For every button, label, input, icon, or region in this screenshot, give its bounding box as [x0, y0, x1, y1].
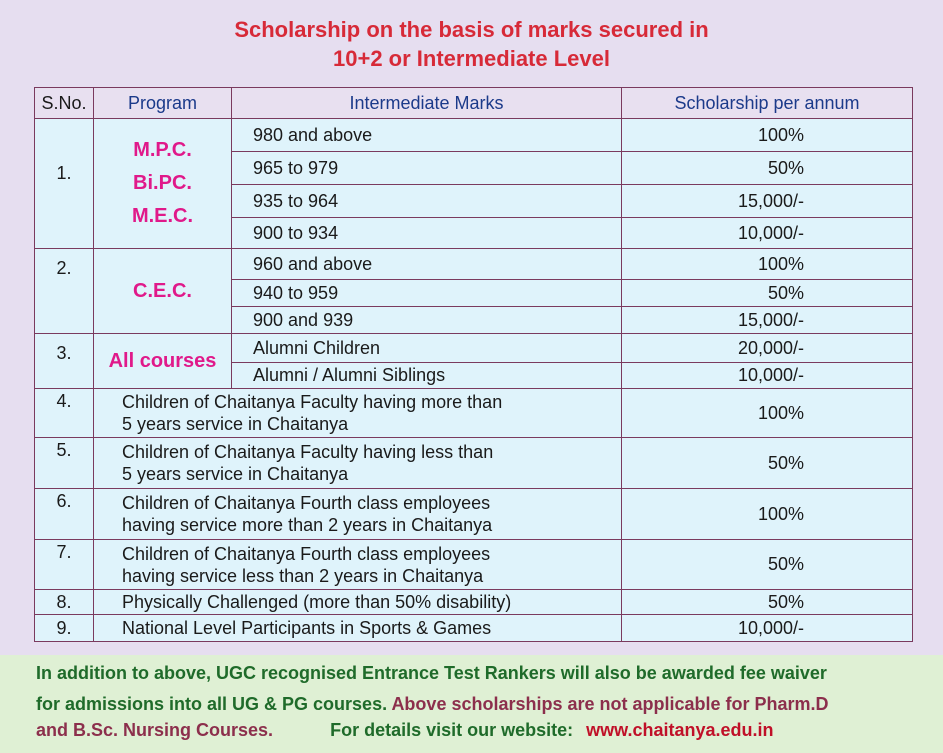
table-row: [35, 489, 913, 540]
sno-cell: 4.: [35, 389, 94, 438]
footer-exclusion-note-end: and B.Sc. Nursing Courses.: [36, 720, 274, 740]
table-row: [35, 438, 913, 489]
scholarship-cell: 20,000/-: [622, 334, 913, 363]
scholarship-table: [34, 87, 913, 642]
scholarship-cell: 10,000/-: [622, 218, 913, 249]
marks-cell: 935 to 964: [232, 185, 622, 218]
header-sno: S.No.: [35, 88, 94, 119]
description-line: Children of Chaitanya Fourth class employees: [122, 543, 491, 564]
description-line: 5 years service in Chaitanya: [122, 414, 349, 434]
table-row: [35, 334, 913, 363]
scholarship-cell: 100%: [622, 119, 913, 152]
marks-cell: 965 to 979: [232, 152, 622, 185]
scholarship-cell: 15,000/-: [622, 185, 913, 218]
marks-cell: Alumni Children: [232, 334, 622, 363]
sno-cell: 3.: [35, 334, 94, 389]
scholarship-cell: 100%: [622, 489, 913, 540]
program-name: M.E.C.: [131, 205, 194, 227]
header-scholarship: Scholarship per annum: [622, 88, 913, 119]
description-line: Children of Chaitanya Faculty having more than: [122, 392, 503, 412]
sno-cell: 8.: [35, 590, 94, 615]
sno-cell: 7.: [35, 540, 94, 590]
footer-line1: In addition to above, UGC recognised Entrance Test Rankers will also be awarded fee waiver: [36, 663, 827, 683]
sno-text: 1.: [56, 163, 72, 183]
footer-details-text: For details visit our website:: [330, 720, 574, 740]
marks-cell: Alumni / Alumni Siblings: [232, 363, 622, 389]
table-row: [35, 249, 913, 280]
description-line: having service more than 2 years in Chaitanya: [122, 515, 493, 535]
footer-notice: [0, 655, 943, 753]
table-header-row: [35, 88, 913, 119]
description-line: 5 years service in Chaitanya: [122, 464, 349, 484]
description-line: Children of Chaitanya Fourth class employees: [122, 493, 491, 513]
marks-cell: 900 and 939: [232, 307, 622, 334]
program-cell: [94, 119, 232, 249]
website-link[interactable]: www.chaitanya.edu.in: [586, 720, 774, 740]
scholarship-cell: 50%: [622, 540, 913, 590]
description-cell: [94, 489, 622, 540]
sno-cell: 5.: [35, 438, 94, 489]
description-line: Children of Chaitanya Faculty having less than: [122, 442, 494, 462]
scholarship-cell: 50%: [622, 438, 913, 489]
table-row: [35, 590, 913, 615]
scholarship-cell: 100%: [622, 249, 913, 280]
sno-cell: [35, 119, 94, 249]
description-cell: [94, 438, 622, 489]
marks-cell: 960 and above: [232, 249, 622, 280]
marks-cell: 940 to 959: [232, 280, 622, 307]
page-title-line2: 10+2 or Intermediate Level: [333, 46, 610, 71]
table-row: [35, 540, 913, 590]
description-cell: National Level Participants in Sports & Games: [94, 615, 622, 642]
program-name: M.P.C.: [133, 139, 192, 161]
scholarship-cell: 10,000/-: [622, 363, 913, 389]
scholarship-cell: 10,000/-: [622, 615, 913, 642]
footer-line3: [36, 717, 774, 743]
sno-cell: 2.: [35, 249, 94, 334]
footer-line2: [36, 691, 829, 717]
description-cell: Physically Challenged (more than 50% disability): [94, 590, 622, 615]
sno-cell: 6.: [35, 489, 94, 540]
scholarship-cell: 50%: [622, 152, 913, 185]
footer-exclusion-note: Above scholarships are not applicable for Pharm.D: [391, 694, 829, 714]
marks-cell: 980 and above: [232, 119, 622, 152]
scholarship-cell: 50%: [622, 590, 913, 615]
table-row: [35, 119, 913, 152]
program-cell: All courses: [94, 334, 232, 389]
sno-cell: 9.: [35, 615, 94, 642]
description-line: having service less than 2 years in Chaitanya: [122, 565, 484, 586]
scholarship-cell: 100%: [622, 389, 913, 438]
page-title-line1: Scholarship on the basis of marks secured in: [234, 17, 709, 42]
footer-line2-text: for admissions into all UG & PG courses.: [36, 694, 388, 714]
scholarship-cell: 50%: [622, 280, 913, 307]
header-marks: Intermediate Marks: [232, 88, 622, 119]
program-name: Bi.PC.: [133, 172, 192, 194]
scholarship-cell: 15,000/-: [622, 307, 913, 334]
description-cell: [94, 540, 622, 590]
header-program: Program: [94, 88, 232, 119]
table-row: [35, 615, 913, 642]
marks-cell: 900 to 934: [232, 218, 622, 249]
description-cell: [94, 389, 622, 438]
program-cell: C.E.C.: [94, 249, 232, 334]
table-row: [35, 389, 913, 438]
